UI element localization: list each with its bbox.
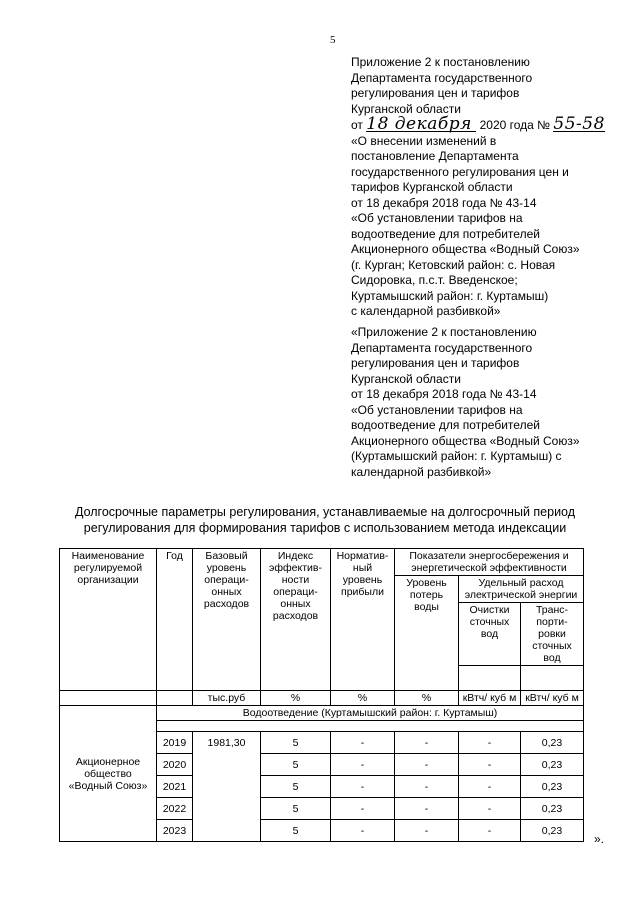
cell-index: 5 — [261, 798, 331, 820]
document-title — [40, 505, 610, 536]
cell-transport: 0,23 — [521, 798, 584, 820]
quoted-line: регулирования цен и тарифов — [351, 356, 520, 370]
cell-year: 2019 — [157, 732, 193, 754]
cell-losses: - — [395, 776, 459, 798]
subject-line: (г. Курган; Кетовский район: с. Новая — [351, 257, 556, 272]
header-specific-consumption: Удельный расход электрической энергии — [459, 576, 584, 603]
appendix-line: Приложение 2 к постановлению — [351, 55, 530, 69]
subject-line: постановление Департамента — [351, 149, 519, 163]
cell-year: 2023 — [157, 820, 193, 842]
subject-line: «О внесении изменений в — [351, 133, 497, 148]
header-cleaning: Очистки сточных вод — [459, 603, 521, 666]
header-energy-group: Показатели энергосбережения и энергетической эффективности — [395, 549, 584, 576]
header-spacer — [521, 666, 584, 691]
cell-losses: - — [395, 798, 459, 820]
cell-index: 5 — [261, 776, 331, 798]
quoted-line: водоотведение для потребителей — [351, 418, 540, 432]
handwritten-date: 18 декабря — [366, 117, 476, 132]
parameters-table — [59, 548, 584, 842]
unit-cleaning: кВтч/ куб м — [459, 691, 521, 706]
page-number: 5 — [330, 34, 336, 46]
subject-line: Сидоровка, п.с.т. Введенское; — [351, 273, 518, 287]
header-water-losses: Уровень потерь воды — [395, 576, 459, 691]
cell-profit: - — [331, 776, 395, 798]
cell-index: 5 — [261, 754, 331, 776]
title-line-1: Долгосрочные параметры регулирования, устанавливаемые на долгосрочный период — [74, 505, 576, 519]
title-line-2: регулирования для формирования тарифов с использованием метода индексации — [83, 520, 567, 535]
appendix-quoted — [351, 325, 633, 480]
cell-profit: - — [331, 798, 395, 820]
quoted-line: от 18 декабря 2018 года № 43-14 — [351, 387, 537, 401]
cell-transport: 0,23 — [521, 732, 584, 754]
cell-losses: - — [395, 732, 459, 754]
header-organization: Наименование регулируемой организации — [60, 549, 157, 691]
section-label: Водоотведение (Куртамышский район: г. Куртамыш) — [157, 706, 584, 721]
quoted-line: «Приложение 2 к постановлению — [351, 325, 537, 339]
unit-transport: кВтч/ куб м — [521, 691, 584, 706]
cell-profit: - — [331, 820, 395, 842]
year-text: 2020 года № — [479, 118, 551, 132]
header-base-level: Базовый уровень операци-онных расходов — [193, 549, 261, 691]
header-efficiency-index: Индекс эффектив-ности операци-онных расходов — [261, 549, 331, 691]
date-prefix: от — [351, 118, 363, 132]
subject-line: с календарной разбивкой» — [351, 304, 501, 318]
cell-cleaning: - — [459, 732, 521, 754]
subject-line: от 18 декабря 2018 года № 43-14 — [351, 195, 537, 210]
cell-profit: - — [331, 754, 395, 776]
subject-line: государственного регулирования цен и — [351, 164, 569, 179]
cell-cleaning: - — [459, 798, 521, 820]
quoted-line: Акционерного общества «Водный Союз» — [351, 433, 580, 448]
quoted-line: календарной разбивкой» — [351, 464, 492, 479]
cell-profit: - — [331, 732, 395, 754]
subject-line: «Об установлении тарифов на — [351, 211, 523, 225]
units-blank — [157, 691, 193, 706]
cell-year: 2021 — [157, 776, 193, 798]
header-transport: Транс-порти-ровки сточных вод — [521, 603, 584, 666]
unit-profit: % — [331, 691, 395, 706]
cell-transport: 0,23 — [521, 820, 584, 842]
appendix-header — [351, 55, 633, 320]
closing-quote: ». — [594, 832, 605, 846]
quoted-line: (Куртамышский район: г. Куртамыш) с — [351, 449, 562, 463]
header-year: Год — [157, 549, 193, 691]
subject-line: тарифов Курганской области — [351, 180, 513, 194]
section-spacer — [157, 721, 584, 732]
unit-losses: % — [395, 691, 459, 706]
cell-index: 5 — [261, 820, 331, 842]
header-spacer — [459, 666, 521, 691]
cell-year: 2022 — [157, 798, 193, 820]
cell-cleaning: - — [459, 776, 521, 798]
cell-year: 2020 — [157, 754, 193, 776]
cell-transport: 0,23 — [521, 754, 584, 776]
cell-losses: - — [395, 820, 459, 842]
quoted-line: «Об установлении тарифов на — [351, 402, 523, 417]
cell-losses: - — [395, 754, 459, 776]
appendix-line: Курганской области — [351, 101, 461, 116]
unit-index: % — [261, 691, 331, 706]
subject-line: Акционерного общества «Водный Союз» — [351, 242, 580, 256]
quoted-line: Курганской области — [351, 371, 461, 386]
cell-transport: 0,23 — [521, 776, 584, 798]
cell-cleaning: - — [459, 820, 521, 842]
cell-cleaning: - — [459, 754, 521, 776]
cell-index: 5 — [261, 732, 331, 754]
header-profit-level: Норматив-ный уровень прибыли — [331, 549, 395, 691]
subject-line: Куртамышский район: г. Куртамыш) — [351, 288, 549, 303]
unit-base: тыс.руб — [193, 691, 261, 706]
handwritten-number: 55-58 — [553, 114, 605, 134]
subject-line: водоотведение для потребителей — [351, 226, 540, 241]
units-blank — [60, 691, 157, 706]
appendix-line: регулирования цен и тарифов — [351, 86, 520, 100]
quoted-line: Департамента государственного — [351, 340, 533, 355]
appendix-line: Департамента государственного — [351, 70, 533, 85]
cell-base-value: 1981,30 — [193, 732, 261, 842]
date-line — [351, 114, 633, 134]
organization-name: Акционерное общество «Водный Союз» — [60, 706, 157, 842]
